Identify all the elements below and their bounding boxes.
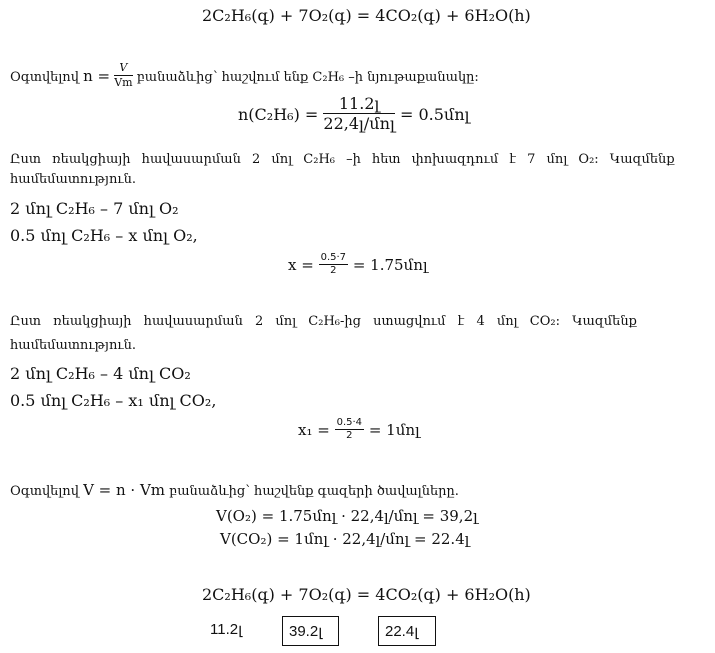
step2-proportion-2: 0.5 մոլ C₂H₆ – x մոլ O₂, [10,226,198,245]
step2-x-fraction [319,252,348,278]
step2-x-calculation [288,252,428,278]
step3-x-lhs: x₁ = [298,420,330,439]
step1-calc-num: 11.2լ [323,95,394,114]
step4-formula: V = n · Vm [83,481,166,499]
step1-formula-fraction [114,62,132,89]
step4-intro-suffix: բանաձևից՝ հաշվենք գազերի ծավալները. [169,484,459,499]
step2-paragraph-line2: համեմատություն. [10,172,137,187]
summary-reaction-equation: 2C₂H₆(գ) + 7O₂(գ) = 4CO₂(գ) + 6H₂O(հ) [202,585,531,604]
step4-intro-prefix: Օգտվելով [10,484,79,499]
step1-intro-prefix: Օգտվելով [10,69,79,85]
reaction-equation: 2C₂H₆(գ) + 7O₂(գ) = 4CO₂(գ) + 6H₂O(հ) [202,6,531,25]
step3-paragraph-line1: Ըստ ռեակցիայի հավասարման 2 մոլ C₂H₆-ից ստացվում է 4 մոլ CO₂: Կազմենք [10,314,637,329]
step3-x-fraction [335,417,364,443]
step2-x-lhs: x = [288,255,314,274]
summary-oxygen-volume: 39.2լ [289,623,323,640]
step2-x-num: 0.5·7 [320,252,347,263]
step3-x-den: 2 [346,430,353,441]
step1-calc-fraction [323,95,394,134]
step1-formula-lhs: n = [83,66,111,85]
step1-intro [10,61,479,89]
summary-co2-volume: 22.4լ [385,623,419,640]
step1-calc-den: 22,4լ/մոլ [323,114,395,134]
step4-volume-o2: V(O₂) = 1.75մոլ · 22,4լ/մոլ = 39,2լ [216,507,478,525]
summary-oxygen-volume-box [282,616,339,646]
step1-calculation [238,95,469,134]
step1-formula-num: V [114,62,132,76]
step2-proportion-1: 2 մոլ C₂H₆ – 7 մոլ O₂ [10,199,179,218]
step2-paragraph-line1: Ըստ ռեակցիայի հավասարման 2 մոլ C₂H₆ –ի հետ փոխազդում է 7 մոլ O₂: Կազմենք [10,152,675,167]
step3-x-rhs: = 1մոլ [368,420,420,439]
step3-x-calculation [298,417,420,443]
step4-intro [10,481,459,499]
step3-paragraph-line2: համեմատություն. [10,338,137,353]
step1-intro-suffix: բանաձևից՝ հաշվում ենք C₂H₆ –ի նյութաքանակը: [136,69,479,85]
step3-proportion-2: 0.5 մոլ C₂H₆ – x₁ մոլ CO₂, [10,391,217,410]
summary-ethane-volume: 11.2լ [210,621,243,638]
step2-x-den: 2 [330,265,337,276]
step2-x-rhs: = 1.75մոլ [352,255,428,274]
step1-calc-rhs: = 0.5մոլ [399,104,470,124]
step3-proportion-1: 2 մոլ C₂H₆ – 4 մոլ CO₂ [10,364,191,383]
step4-volume-co2: V(CO₂) = 1մոլ · 22,4լ/մոլ = 22.4լ [220,530,470,548]
step3-x-num: 0.5·4 [336,417,363,428]
summary-co2-volume-box [378,616,436,646]
step1-formula-den: Vm [114,75,133,89]
step1-calc-lhs: n(C₂H₆) = [238,104,319,124]
